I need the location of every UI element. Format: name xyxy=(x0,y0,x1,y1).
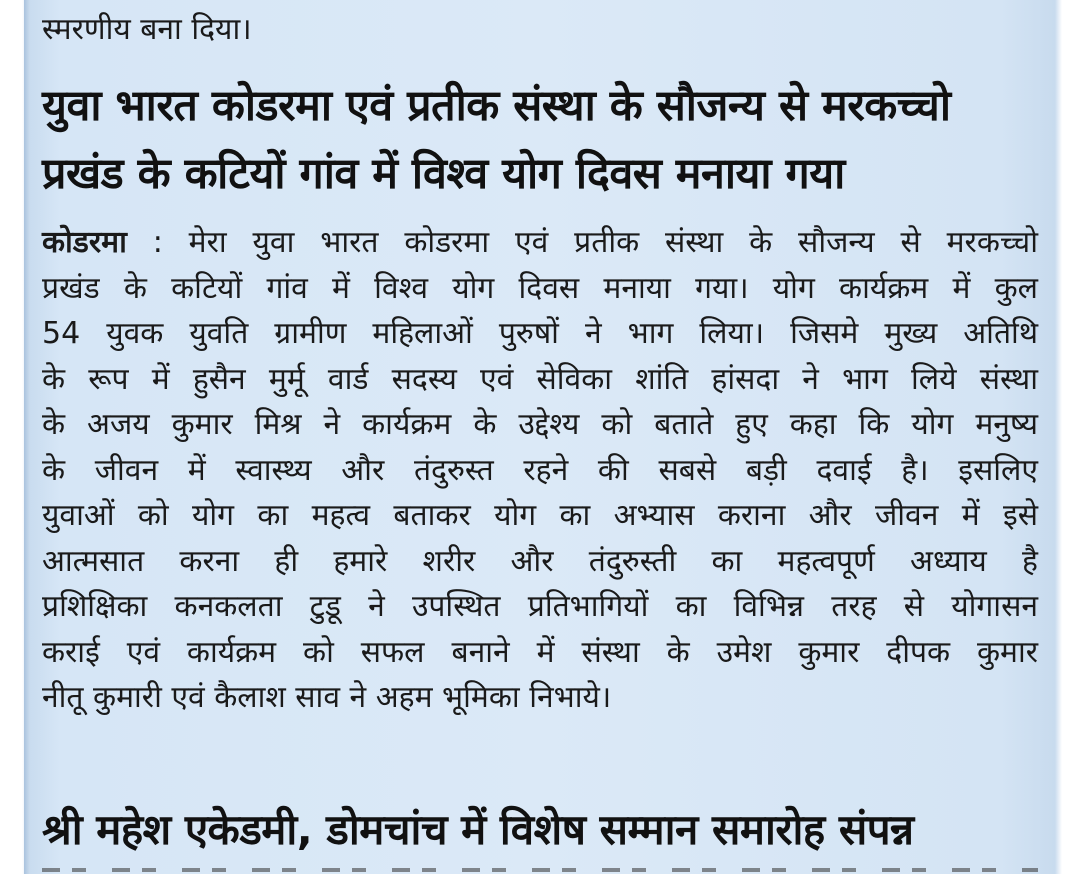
body-line: आत्मसात करना ही हमारे शरीर और तंदुरुस्ती का महत्वपूर्ण अध्याय है xyxy=(42,543,1038,579)
body-line: के रूप में हुसैन मुर्मू वार्ड सदस्य एवं सेविका शांति हांसदा ने भाग लिये संस्था xyxy=(42,361,1038,397)
body-line-text: : मेरा युवा भारत कोडरमा एवं प्रतीक संस्था के सौजन्य से मरकच्चो xyxy=(126,225,1038,260)
body-line: नीतू कुमारी एवं कैलाश साव ने अहम भूमिका निभाये। xyxy=(42,680,612,715)
article-headline xyxy=(42,72,1038,208)
body-line: के जीवन में स्वास्थ्य और तंदुरुस्त रहने की सबसे बड़ी दवाई है। इसलिए xyxy=(42,452,1038,488)
cut-off-text-line xyxy=(42,862,1038,874)
body-line: प्रखंड के कटियों गांव में विश्व योग दिवस मनाया गया। योग कार्यक्रम में कुल xyxy=(42,270,1038,306)
previous-article-tail: स्मरणीय बना दिया। xyxy=(42,12,252,47)
article-body xyxy=(42,220,1038,721)
headline-line: युवा भारत कोडरमा एवं प्रतीक संस्था के सौजन्य से मरकच्चो xyxy=(42,81,951,131)
dateline: कोडरमा xyxy=(42,225,127,260)
body-line: प्रशिक्षिका कनकलता टुडू ने उपस्थित प्रतिभागियों का विभिन्न तरह से योगासन xyxy=(42,589,1038,624)
next-article-headline xyxy=(42,796,1038,864)
headline-line: श्री महेश एकेडमी, डोमचांच में विशेष सम्मान समारोह संपन्न xyxy=(42,805,914,854)
body-line: कराई एवं कार्यक्रम को सफल बनाने में संस्था के उमेश कुमार दीपक कुमार xyxy=(42,634,1038,670)
body-line: युवाओं को योग का महत्व बताकर योग का अभ्यास कराना और जीवन में इसे xyxy=(42,498,1038,533)
body-line: 54 युवक युवति ग्रामीण महिलाओं पुरुषों ने भाग लिया। जिसमे मुख्य अतिथि xyxy=(42,316,1038,351)
headline-line: प्रखंड के कटियों गांव में विश्व योग दिवस मनाया गया xyxy=(42,149,845,199)
body-line: के अजय कुमार मिश्र ने कार्यक्रम के उद्देश्य को बताते हुए कहा कि योग मनुष्य xyxy=(42,407,1038,442)
body-line xyxy=(42,220,1038,266)
